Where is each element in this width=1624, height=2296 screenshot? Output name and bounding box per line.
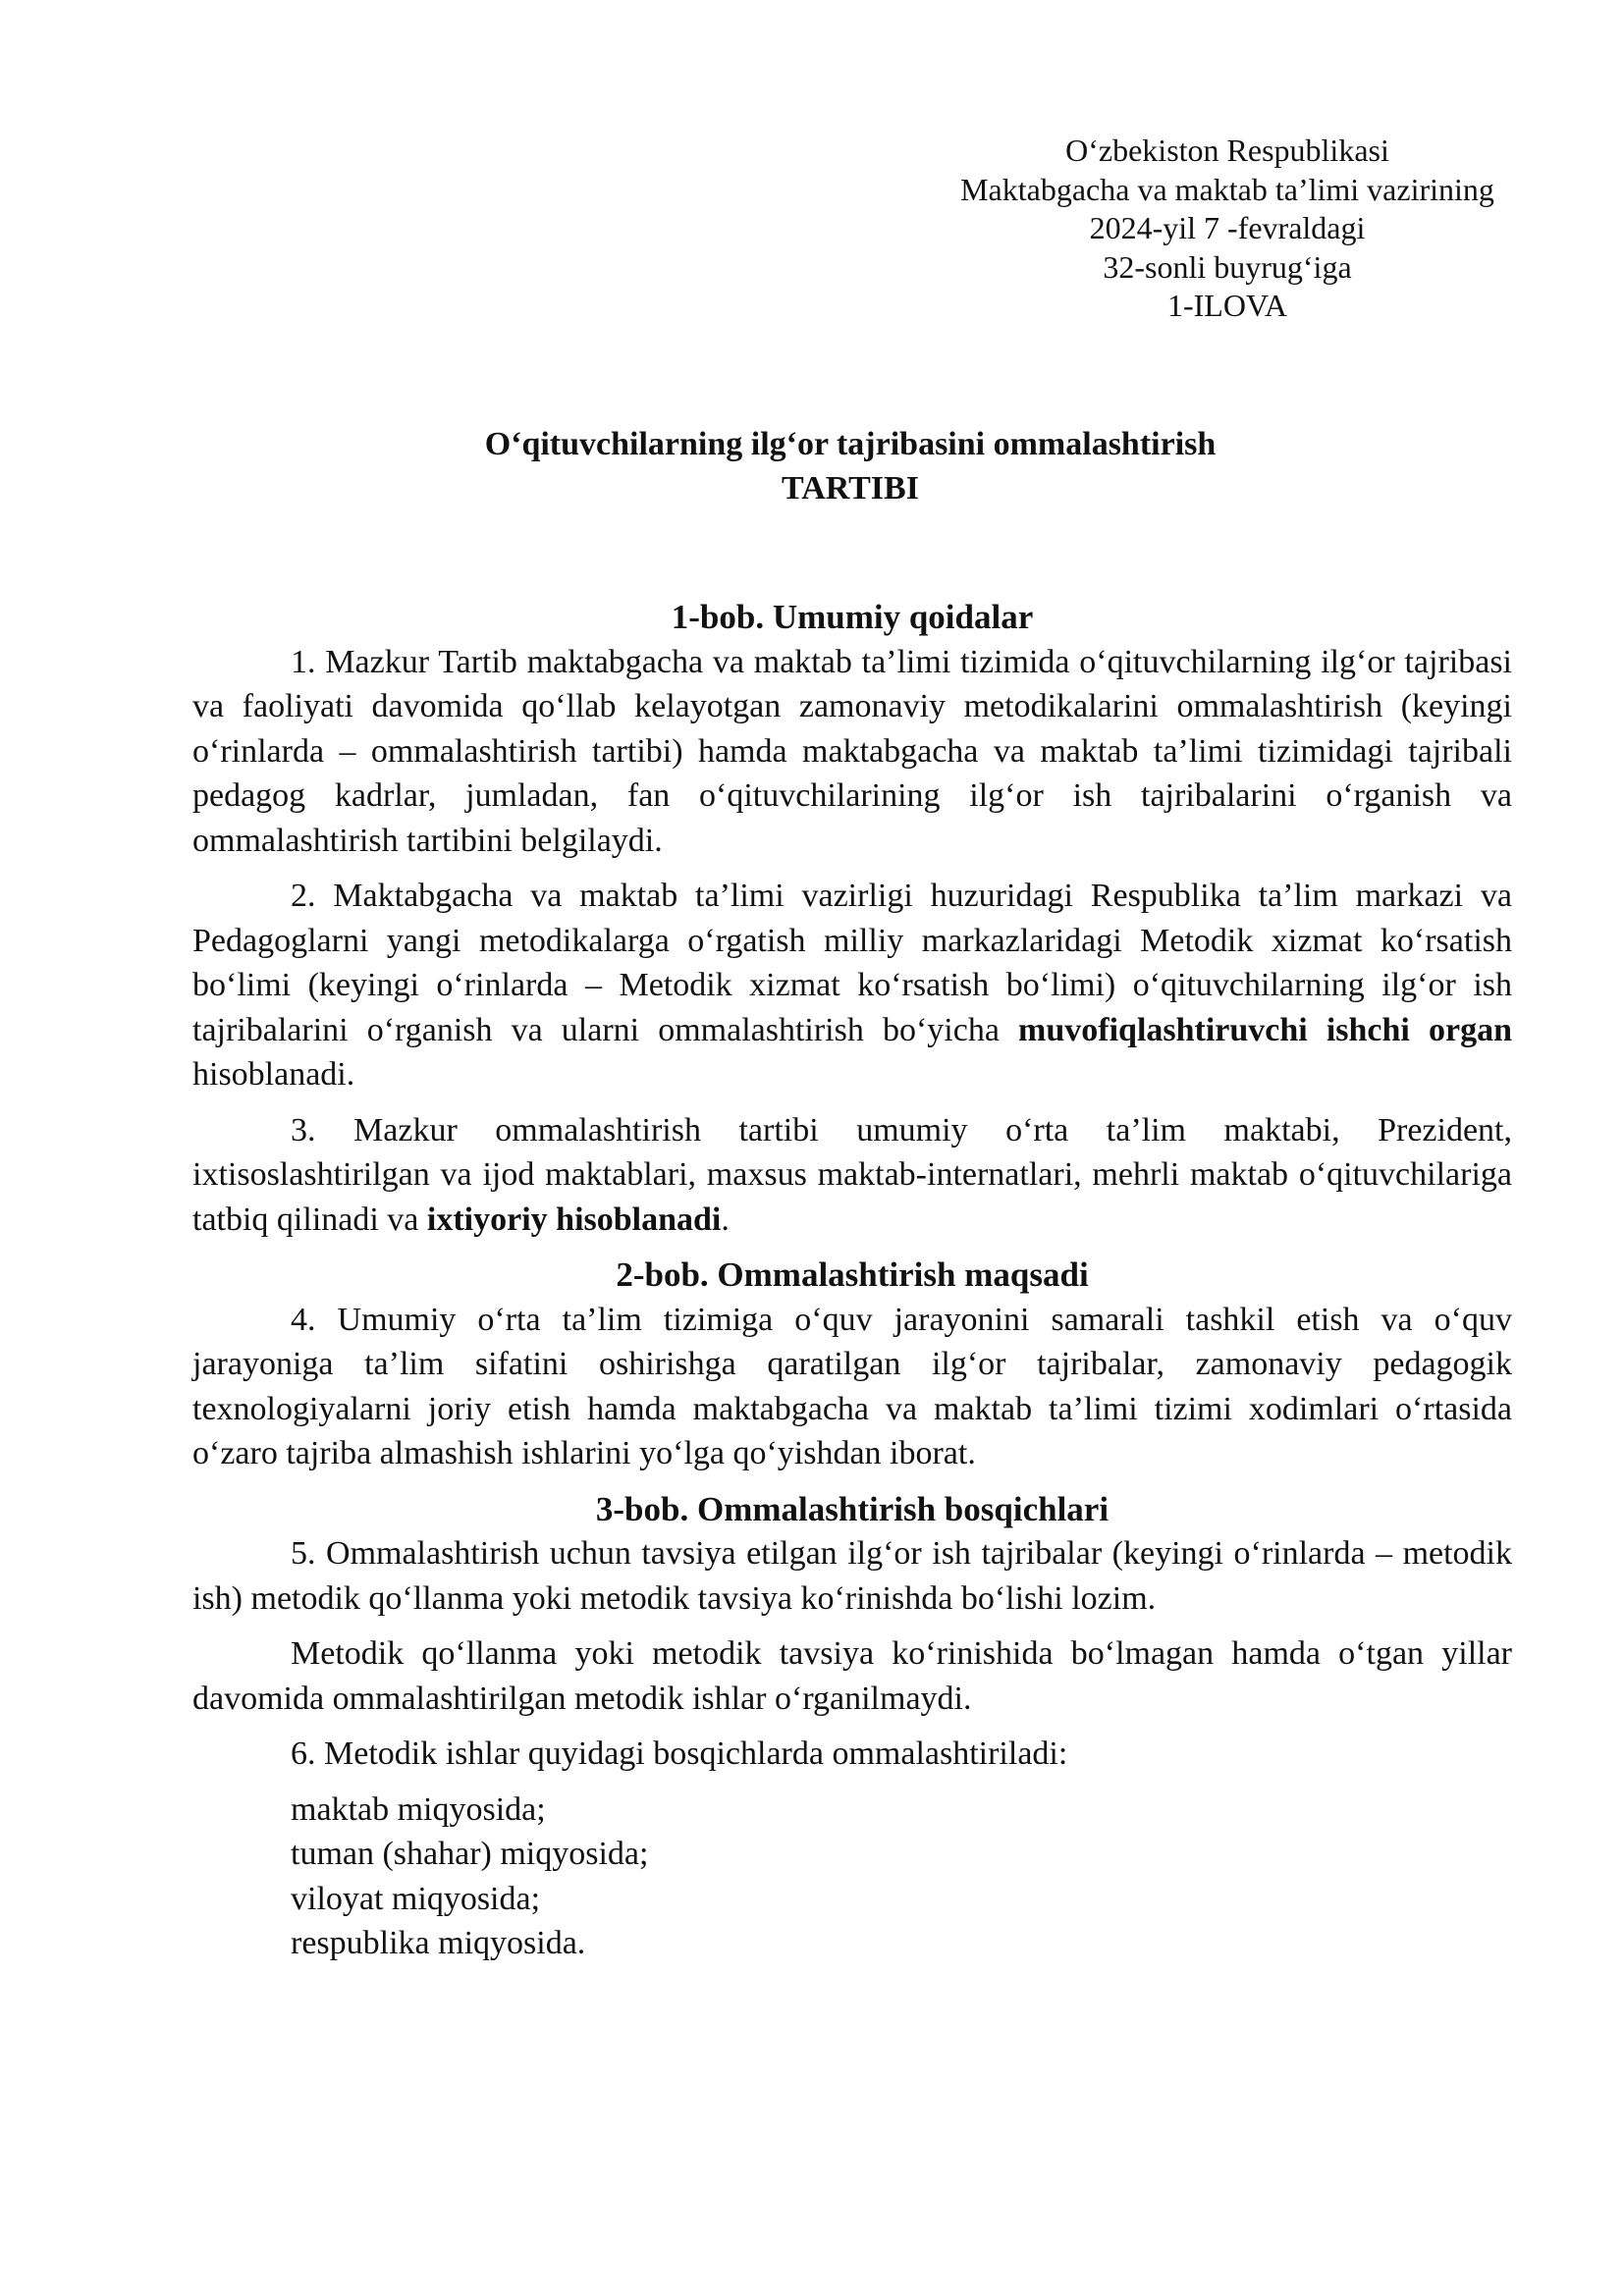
chapter-heading: 2-bob. Ommalashtirish maqsadi bbox=[616, 1255, 1089, 1294]
list-item: maktab miqyosida; bbox=[291, 1790, 546, 1828]
paragraph-3-end: . bbox=[721, 1201, 730, 1238]
header-line: 1-ILOVA bbox=[1166, 288, 1288, 323]
chapter-heading: 3-bob. Ommalashtirish bosqichlari bbox=[595, 1489, 1110, 1528]
document-body bbox=[192, 595, 1512, 1966]
document-title bbox=[187, 422, 1514, 510]
list-item: tuman (shahar) miqyosida; bbox=[291, 1836, 649, 1872]
header-line: Maktabgacha va maktab ta’limi vazirining bbox=[960, 171, 1494, 207]
title-line-1: O‘qituvchilarning ilg‘or tajribasini ommalashtirish bbox=[484, 426, 1217, 462]
paragraph-5-note: Metodik qo‘llanma yoki metodik tavsiya ko‘rinishida bo‘lmagan hamda o‘tgan yillar davomida ommalashtirilgan metodik ishlar o‘rganilmaydi. bbox=[192, 1635, 1512, 1717]
header-line: O‘zbekiston Respublikasi bbox=[1065, 133, 1389, 168]
paragraph-3-bold: ixtiyoriy hisoblanadi bbox=[426, 1201, 722, 1238]
header-line: 32-sonli buyrug‘iga bbox=[1103, 248, 1352, 285]
paragraph-2 bbox=[192, 874, 1512, 1097]
approval-header bbox=[913, 132, 1542, 326]
header-line: 2024-yil 7 -fevraldagi bbox=[1089, 210, 1366, 245]
paragraph-1: 1. Mazkur Tartib maktabgacha va maktab ta’limi tizimida o‘qituvchilarning ilg‘or tajribasi va faoliyati davomida qo‘llab kelayotgan zamonaviy metodikalarini ommalashtirish (keyingi o‘rinlarda – ommalashtirish tartibi) hamda maktabgacha va maktab ta’limi tizimidagi tajribali pedagog kadrlar, jumladan, fan o‘qituvchilarining ilg‘or ish tajribalarini o‘rganish va ommalashtirish tartibini belgilaydi. bbox=[192, 643, 1512, 859]
paragraph-4: 4. Umumiy o‘rta ta’lim tizimiga o‘quv jarayonini samarali tashkil etish va o‘quv jarayoniga ta’lim sifatini oshirishga qaratilgan ilg‘or tajribalar, zamonaviy pedagogik texnologiyalarni joriy etish hamda maktabgacha va maktab ta’limi tizimi xodimlari o‘rtasida o‘zaro tajriba almashish ishlarini yo‘lga qo‘yishdan iborat. bbox=[192, 1301, 1512, 1471]
paragraph-3 bbox=[192, 1108, 1512, 1243]
chapter-heading: 1-bob. Umumiy qoidalar bbox=[671, 598, 1034, 636]
paragraph-5: 5. Ommalashtirish uchun tavsiya etilgan ilg‘or ish tajribalar (keyingi o‘rinlarda – metodik ish) metodik qo‘llanma yoki metodik tavsiya ko‘rinishda bo‘lishi lozim. bbox=[192, 1535, 1512, 1617]
list-item: viloyat miqyosida; bbox=[291, 1880, 541, 1917]
paragraph-6: 6. Metodik ishlar quyidagi bosqichlarda ommalashtiriladi: bbox=[291, 1735, 1068, 1772]
paragraph-2-bold: muvofiqlashtiruvchi ishchi organ bbox=[1018, 1011, 1512, 1048]
list-item: respublika miqyosida. bbox=[291, 1925, 586, 1961]
levels-list bbox=[192, 1788, 1512, 1966]
paragraph-2-end: hisoblanadi. bbox=[192, 1056, 355, 1093]
title-line-2: TARTIBI bbox=[782, 470, 919, 507]
paragraph-3-text: 3. Mazkur ommalashtirish tartibi umumiy o‘rta ta’lim maktabi, Prezident, ixtisoslashtirilgan va ijod maktablari, maxsus maktab-internatlari, mehrli maktab o‘qituvchilariga tatbiq qilinadi va bbox=[192, 1111, 1512, 1238]
paragraph-2-text: 2. Maktabgacha va maktab ta’limi vazirligi huzuridagi Respublika ta’lim markazi va Pedagoglarni yangi metodikalarga o‘rgatish milliy markazlaridagi Metodik xizmat ko‘rsatish bo‘limi (keyingi o‘rinlarda – Metodik xizmat ko‘rsatish bo‘limi) o‘qituvchilarning ilg‘or ish tajribalarini o‘rganish va ularni ommalashtirish bo‘yicha bbox=[192, 878, 1512, 1048]
